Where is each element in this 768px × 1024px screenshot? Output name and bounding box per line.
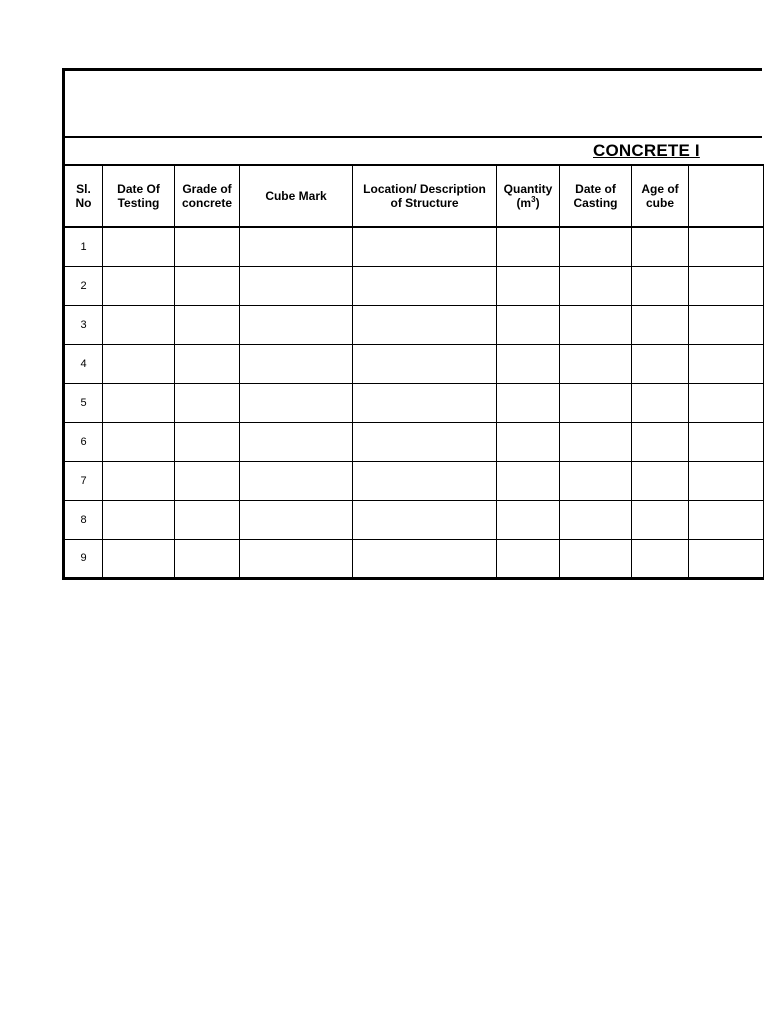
cell-sl-no[interactable]: 3 [64,305,103,344]
cell-empty[interactable] [632,539,689,578]
table-row [64,227,764,266]
cell-empty[interactable] [175,422,240,461]
cell-empty[interactable] [240,383,353,422]
cell-empty[interactable] [240,500,353,539]
cell-empty[interactable] [353,227,497,266]
cell-empty[interactable] [353,305,497,344]
cell-empty[interactable] [175,227,240,266]
cell-sl-no[interactable]: 7 [64,461,103,500]
cell-empty[interactable] [103,227,175,266]
cell-sl-no[interactable]: 9 [64,539,103,578]
cell-empty[interactable] [103,422,175,461]
cell-empty[interactable] [175,305,240,344]
title-row [62,136,762,165]
cell-sl-no[interactable]: 2 [64,266,103,305]
cell-sl-no[interactable]: 4 [64,344,103,383]
cell-empty[interactable] [175,383,240,422]
col-header-date-of-testing: Date Of Testing [103,165,175,227]
cell-empty[interactable] [240,305,353,344]
cell-empty[interactable] [240,461,353,500]
cell-empty[interactable] [632,227,689,266]
table-row [64,422,764,461]
cell-empty[interactable] [353,344,497,383]
col-header-quantity: Quantity $(m^3)$ [497,165,560,227]
cell-empty[interactable] [240,227,353,266]
table-row [64,305,764,344]
cell-empty[interactable] [560,422,632,461]
cell-empty[interactable] [103,266,175,305]
table-row [64,344,764,383]
cell-empty[interactable] [689,227,764,266]
col-header-grade: Grade of concrete [175,165,240,227]
cell-empty[interactable] [632,305,689,344]
cell-empty[interactable] [175,344,240,383]
cell-empty[interactable] [632,422,689,461]
cell-empty[interactable] [103,500,175,539]
cell-sl-no[interactable]: 5 [64,383,103,422]
col-header-sl-no: Sl. No [64,165,103,227]
cell-empty[interactable] [689,461,764,500]
col-header-date-of-casting: Date of Casting [560,165,632,227]
cell-empty[interactable] [353,461,497,500]
cell-empty[interactable] [560,344,632,383]
cell-empty[interactable] [689,500,764,539]
cell-empty[interactable] [103,344,175,383]
cell-empty[interactable] [560,266,632,305]
cell-empty[interactable] [497,461,560,500]
cell-empty[interactable] [353,539,497,578]
cell-empty[interactable] [689,344,764,383]
cell-empty[interactable] [560,383,632,422]
cell-empty[interactable] [632,500,689,539]
cell-empty[interactable] [240,266,353,305]
cell-empty[interactable] [689,266,764,305]
cell-empty[interactable] [632,461,689,500]
cell-empty[interactable] [240,539,353,578]
cell-empty[interactable] [497,383,560,422]
header-row [64,165,764,227]
cell-empty[interactable] [632,383,689,422]
header-blank-area [62,68,762,136]
cell-empty[interactable] [240,422,353,461]
cell-empty[interactable] [560,305,632,344]
col-header-age-of-cube: Age of cube [632,165,689,227]
cell-empty[interactable] [689,539,764,578]
cell-sl-no[interactable]: 6 [64,422,103,461]
cell-empty[interactable] [175,500,240,539]
table-row [64,266,764,305]
cell-empty[interactable] [175,539,240,578]
spreadsheet-page [62,68,700,578]
table-row [64,461,764,500]
cell-empty[interactable] [175,461,240,500]
table-row [64,383,764,422]
col-header-cutoff [689,165,764,227]
cell-empty[interactable] [560,461,632,500]
cell-empty[interactable] [689,383,764,422]
cell-sl-no[interactable]: 1 [64,227,103,266]
cell-empty[interactable] [689,305,764,344]
col-header-location: Location/ Description of Structure [353,165,497,227]
cell-empty[interactable] [632,266,689,305]
concrete-cube-register-table [62,164,764,580]
cell-empty[interactable] [497,344,560,383]
table-row [64,500,764,539]
cell-empty[interactable] [103,305,175,344]
cell-empty[interactable] [353,500,497,539]
cell-empty[interactable] [240,344,353,383]
cell-sl-no[interactable]: 8 [64,500,103,539]
col-header-cube-mark: Cube Mark [240,165,353,227]
sheet-title: CONCRETE I [593,141,700,160]
cell-empty[interactable] [497,305,560,344]
cell-empty[interactable] [103,539,175,578]
cell-empty[interactable] [689,422,764,461]
cell-empty[interactable] [497,266,560,305]
cell-empty[interactable] [560,539,632,578]
cell-empty[interactable] [632,344,689,383]
cell-empty[interactable] [497,539,560,578]
cell-empty[interactable] [560,227,632,266]
cell-empty[interactable] [175,266,240,305]
table-row [64,539,764,578]
cell-empty[interactable] [497,500,560,539]
cell-empty[interactable] [497,422,560,461]
cell-empty[interactable] [103,461,175,500]
cell-empty[interactable] [103,383,175,422]
cell-empty[interactable] [497,227,560,266]
cell-empty[interactable] [353,266,497,305]
cell-empty[interactable] [560,500,632,539]
cell-empty[interactable] [353,422,497,461]
cell-empty[interactable] [353,383,497,422]
